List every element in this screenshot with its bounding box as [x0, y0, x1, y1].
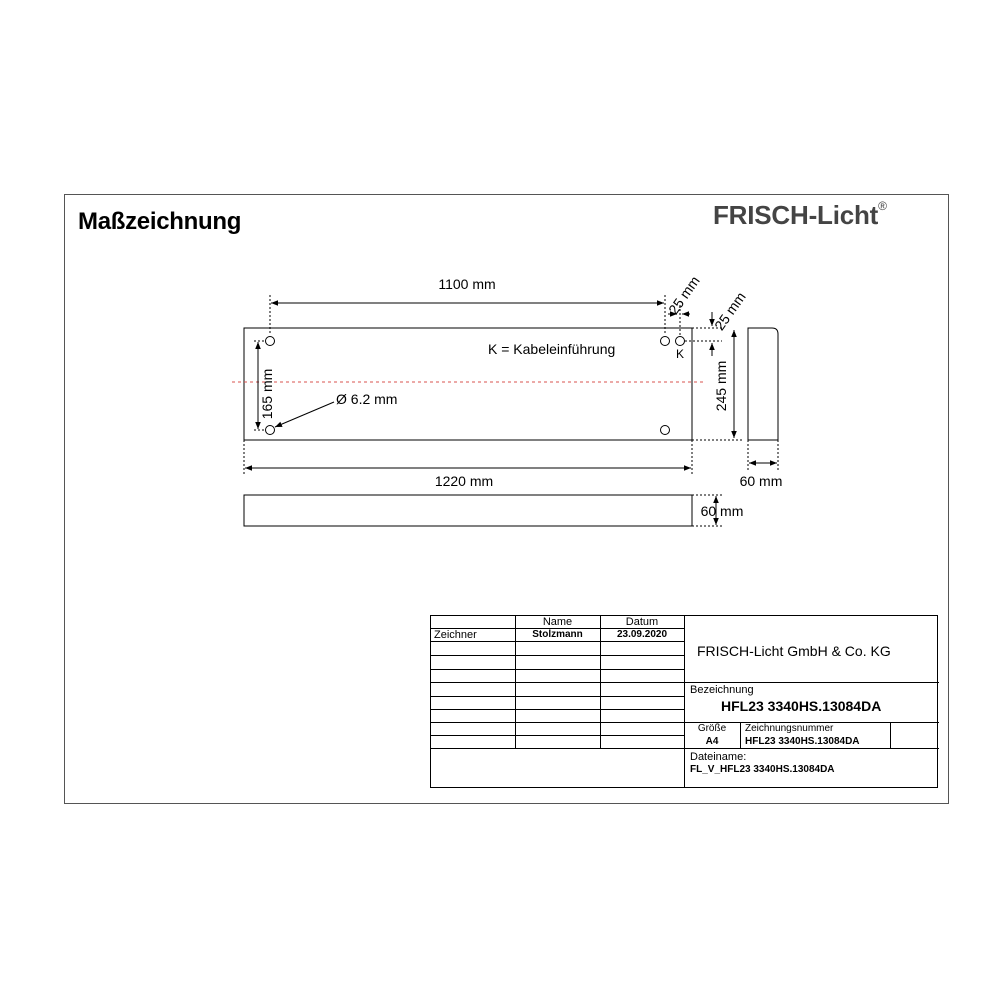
drafter-name: Stolzmann	[532, 629, 583, 640]
grid-line	[431, 682, 684, 683]
title-block	[430, 615, 938, 788]
column-header-name: Name	[542, 616, 573, 628]
grid-line	[684, 616, 685, 788]
grid-line	[431, 735, 684, 736]
dimension-label-25-top: 25 mm	[665, 273, 703, 318]
grid-line	[684, 682, 939, 683]
dimension-label-60-side: 60 mm	[739, 473, 783, 489]
grid-line	[431, 709, 684, 710]
dimension-label-165: 165 mm	[259, 368, 275, 420]
dimension-label-1220: 1220 mm	[434, 473, 494, 489]
grid-line	[431, 722, 684, 723]
drawing-number-value: HFL23 3340HS.13084DA	[745, 736, 860, 747]
size-value: A4	[705, 736, 719, 747]
bottom-view-outline	[244, 495, 692, 526]
mounting-hole-bottom-left	[266, 426, 275, 435]
designation-label: Bezeichnung	[690, 684, 754, 696]
filename-value: FL_V_HFL23 3340HS.13084DA	[690, 764, 835, 775]
drafter-date: 23.09.2020	[616, 629, 668, 640]
dimension-label-25-side: 25 mm	[711, 289, 749, 334]
grid-line	[740, 722, 741, 748]
size-label: Größe	[697, 723, 727, 734]
column-header-date: Datum	[625, 616, 659, 628]
registered-mark: ®	[878, 199, 887, 214]
drawing-number-label: Zeichnungsnummer	[745, 723, 834, 734]
diameter-label: Ø 6.2 mm	[336, 391, 398, 407]
brand-name: FRISCH-Licht	[713, 200, 879, 230]
mounting-hole-top-left	[266, 337, 275, 346]
cable-entry-marker: K	[675, 347, 685, 361]
side-view-outline	[748, 328, 778, 440]
grid-line	[890, 722, 891, 748]
cable-entry-legend: K = Kabeleinführung	[488, 341, 616, 357]
dimension-label-245: 245 mm	[713, 360, 729, 412]
cable-entry-hole	[676, 337, 685, 346]
drafter-label: Zeichner	[434, 629, 477, 641]
grid-line	[431, 748, 939, 749]
diameter-leader-line	[275, 402, 334, 427]
designation-value: HFL23 3340HS.13084DA	[721, 698, 882, 714]
grid-line	[431, 696, 684, 697]
grid-line	[431, 669, 684, 670]
company-name: FRISCH-Licht GmbH & Co. KG	[697, 643, 891, 659]
dimension-label-1100: 1100 mm	[438, 276, 496, 292]
grid-line	[431, 655, 684, 656]
mounting-hole-bottom-right	[661, 426, 670, 435]
dimension-label-60-bottom: 60 mm	[700, 503, 744, 519]
front-view-outline	[244, 328, 692, 440]
grid-line	[431, 641, 684, 642]
page-title: Maßzeichnung	[78, 208, 242, 235]
filename-label: Dateiname:	[690, 751, 747, 763]
mounting-hole-top-right	[661, 337, 670, 346]
